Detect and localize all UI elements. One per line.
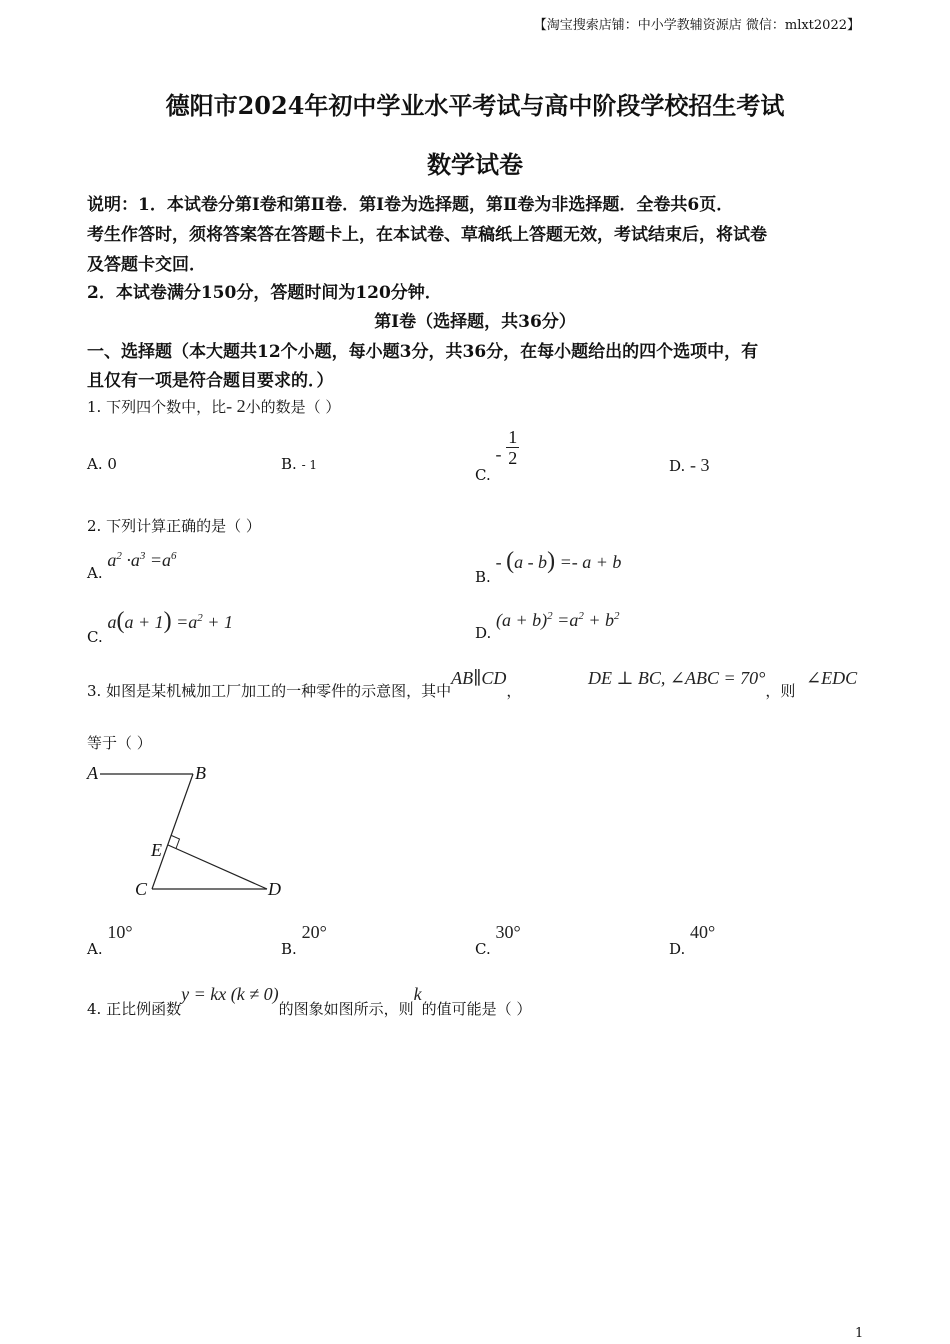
q2-option-b[interactable]: B. - (a - b) =- a + b xyxy=(475,548,622,586)
instructions-line-3: 及答题卡交回． xyxy=(87,255,206,275)
q3-condition-parallel: AB∥CD xyxy=(451,668,507,688)
q3-stem-cont: DE ⊥ BC, ∠ABC = 70°，则 xyxy=(588,668,796,700)
segment-de xyxy=(168,845,267,889)
label-a: A xyxy=(87,763,98,783)
q1-stem: 1. 下列四个数中，比- 2小的数是（ ） xyxy=(87,396,341,416)
label-c: C xyxy=(135,879,148,899)
instructions-line-2: 考生作答时，须将答案答在答题卡上，在本试卷、草稿纸上答题无效，考试结束后，将试卷 xyxy=(87,225,767,245)
segment-bc xyxy=(152,774,193,889)
q3-stem: 3. 如图是某机械加工厂加工的一种零件的示意图，其中AB∥CD， xyxy=(87,668,522,700)
part-title-line-1: 一、选择题（本大题共12个小题，每小题3分，共36分，在每小题给出的四个选项中，有 xyxy=(87,342,759,362)
fraction-one-half: $\frac{1}{2}$ xyxy=(508,427,518,468)
q4-function: y = kx (k ≠ 0) xyxy=(181,984,279,1004)
exam-title: 德阳市2024年初中学业水平考试与高中阶段学校招生考试 xyxy=(165,91,785,120)
instructions-line-1: 说明：1．本试卷分第Ⅰ卷和第Ⅱ卷．第Ⅰ卷为选择题，第Ⅱ卷为非选择题．全卷共6页． xyxy=(87,195,734,215)
page-number: 1 xyxy=(855,1326,864,1341)
q3-option-d[interactable]: D. 40° xyxy=(669,922,716,958)
q4-stem: 4. 正比例函数y = kx (k ≠ 0)的图象如图所示，则k的值可能是（ ） xyxy=(87,984,532,1018)
q3-figure xyxy=(82,758,302,903)
volume-title: 第Ⅰ卷（选择题，共36分） xyxy=(374,312,576,332)
exam-subtitle: 数学试卷 xyxy=(427,150,523,179)
q3-option-c[interactable]: C. 30° xyxy=(475,922,521,958)
instructions-line-4: 2．本试卷满分150分，答题时间为120分钟． xyxy=(87,283,442,303)
q1-option-a[interactable]: A. 0 xyxy=(87,455,117,473)
q1-option-c[interactable]: C. - $\frac{1}{2}$ xyxy=(475,427,518,484)
q2-option-a[interactable]: A. $a^2 \cdot a^3 =a^6$ xyxy=(87,550,177,582)
q1-option-d[interactable]: D. - 3 xyxy=(669,455,710,475)
label-d: D xyxy=(268,879,281,899)
label-b: B xyxy=(195,763,206,783)
q3-stem-end: 等于（ ） xyxy=(87,734,152,752)
q4-variable-k: k xyxy=(413,984,422,1004)
q1-stem-math: - 2 xyxy=(226,396,246,416)
label-e: E xyxy=(151,840,162,860)
header-note: 【淘宝搜索店铺：中小学教辅资源店 微信：mlxt2022】 xyxy=(533,18,860,33)
q3-option-a[interactable]: A. 10° xyxy=(87,922,133,958)
q3-option-b[interactable]: B. 20° xyxy=(281,922,327,958)
q1-option-b[interactable]: B. - 1 xyxy=(281,455,318,473)
part-title-line-2: 且仅有一项是符合题目要求的．） xyxy=(87,371,334,391)
q3-target-angle: ∠EDC xyxy=(806,668,858,688)
q3-condition-perpendicular: DE ⊥ BC, ∠ABC = 70° xyxy=(588,668,766,688)
q2-option-d[interactable]: D. $(a + b)^2 =a^2 + b^2$ xyxy=(475,610,620,642)
q2-option-c[interactable]: C. $a(a + 1) =a^2 + 1$ xyxy=(87,608,233,646)
q2-stem: 2. 下列计算正确的是（ ） xyxy=(87,517,261,535)
